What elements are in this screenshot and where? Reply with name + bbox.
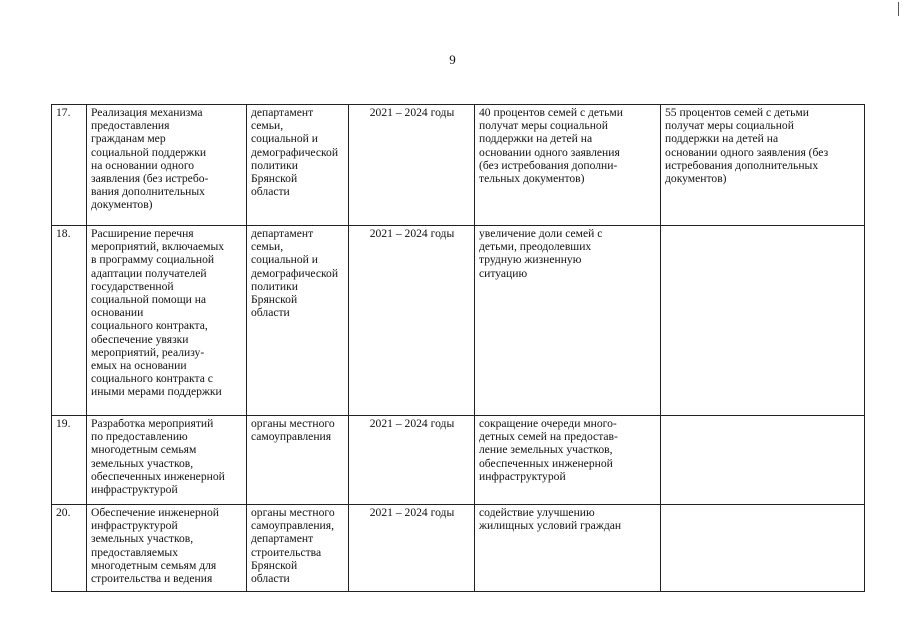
row-number: 19. — [52, 416, 87, 505]
measures-table — [51, 104, 865, 592]
row-number: 20. — [52, 505, 87, 592]
table-row — [52, 105, 865, 226]
row-number: 18. — [52, 226, 87, 416]
target-cell — [661, 226, 865, 416]
executor-cell: органы местного самоуправления — [247, 416, 349, 505]
scan-mark — [898, 2, 899, 16]
executor-cell: департамент семьи, социальной и демографической политики Брянской области — [247, 105, 349, 226]
period-cell: 2021 – 2024 годы — [349, 416, 475, 505]
result-cell: 40 процентов семей с детьми получат меры социальной поддержки на детей на основании одного заявления (без истребования дополни- тельных документов) — [475, 105, 661, 226]
page-number: 9 — [449, 52, 456, 67]
executor-cell: органы местного самоуправления, департамент строительства Брянской области — [247, 505, 349, 592]
table-row — [52, 226, 865, 416]
period-cell: 2021 – 2024 годы — [349, 505, 475, 592]
activity-cell: Обеспечение инженерной инфраструктурой земельных участков, предоставляемых многодетным семьям для строительства и ведения — [87, 505, 247, 592]
result-cell: увеличение доли семей с детьми, преодолевших трудную жизненную ситуацию — [475, 226, 661, 416]
executor-cell: департамент семьи, социальной и демографической политики Брянской области — [247, 226, 349, 416]
target-cell — [661, 416, 865, 505]
target-cell: 55 процентов семей с детьми получат меры социальной поддержки на детей на основании одного заявления (без истребования дополнительных документов) — [661, 105, 865, 226]
scan-noise — [170, 14, 820, 16]
result-cell: сокращение очереди много- детных семей на предостав- ление земельных участков, обеспеченных инженерной инфраструктурой — [475, 416, 661, 505]
period-cell: 2021 – 2024 годы — [349, 105, 475, 226]
activity-cell: Разработка мероприятий по предоставлению многодетным семьям земельных участков, обеспеченных инженерной инфраструктурой — [87, 416, 247, 505]
activity-cell: Расширение перечня мероприятий, включаемых в программу социальной адаптации получателей государственной социальной помощи на основании социального контракта, обеспечение увязки мероприятий, реализу- емых на основании социального контракта с иными мерами поддержки — [87, 226, 247, 416]
table-row — [52, 416, 865, 505]
target-cell — [661, 505, 865, 592]
activity-cell: Реализация механизма предоставления гражданам мер социальной поддержки на основании одного заявления (без истребо- вания дополнительных документов) — [87, 105, 247, 226]
period-cell: 2021 – 2024 годы — [349, 226, 475, 416]
table-row — [52, 505, 865, 592]
result-cell: содействие улучшению жилищных условий граждан — [475, 505, 661, 592]
row-number: 17. — [52, 105, 87, 226]
